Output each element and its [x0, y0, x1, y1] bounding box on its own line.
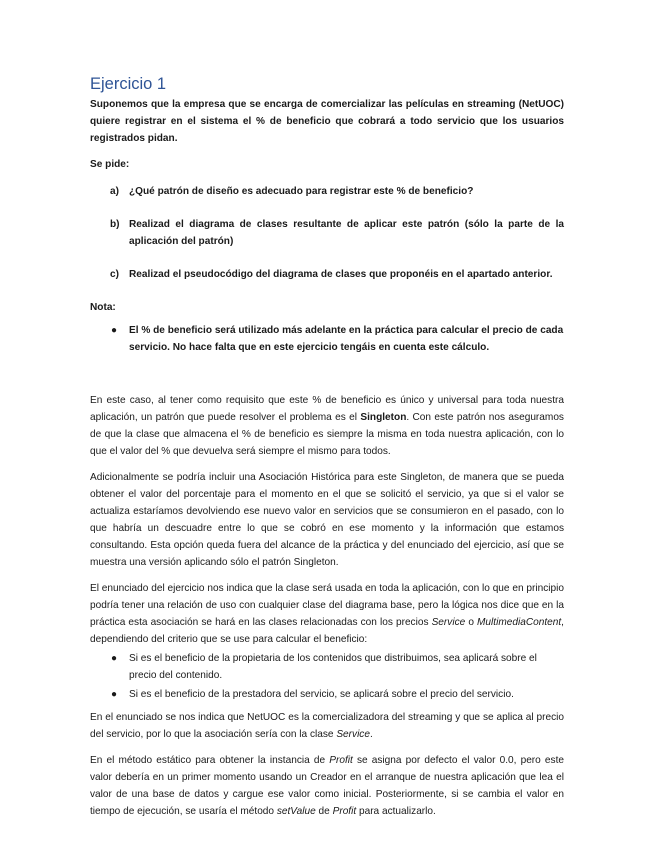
nota-label: Nota:	[90, 302, 116, 313]
p5-text-setvalue: setValue	[276, 806, 316, 817]
answer-paragraph-1	[90, 392, 564, 460]
se-pide-label: Se pide:	[90, 159, 130, 170]
p4-text-a: En el enunciado se nos indica que NetUOC es la comercializadora del streaming y que se aplica al precio del servicio, por lo que la asociación sería con la clase	[90, 712, 564, 740]
criteria-bullet-item	[111, 686, 564, 703]
criteria-bullet-text: Si es el beneficio de la prestadora del servicio, se aplicará sobre el precio del servicio.	[129, 689, 514, 700]
answer-paragraph-5	[90, 752, 564, 820]
p3-text-service: Service	[431, 617, 466, 628]
bullet-icon: ●	[111, 325, 118, 336]
questions-list	[90, 183, 564, 283]
exercise-title: Ejercicio 1	[90, 75, 167, 93]
nota-bullets	[90, 322, 564, 356]
p5-text-a: En el método estático para obtener la instancia de	[90, 755, 330, 766]
criteria-bullets	[90, 650, 564, 703]
question-item	[110, 266, 564, 283]
criteria-bullet-text: Si es el beneficio de la propietaria de los contenidos que distribuimos, sea aplicará sobre el precio del contenido.	[129, 653, 537, 681]
question-text: Realizad el pseudocódigo del diagrama de clases que proponéis en el apartado anterior.	[129, 269, 553, 280]
p5-text-profit-2: Profit	[332, 806, 357, 817]
exercise-intro: Suponemos que la empresa que se encarga de comercializar las películas en streaming (NetUOC) quiere registrar en el sistema el % de beneficio que cobrará a todo servicio que los usuarios registrados pidan.	[90, 99, 564, 144]
p4-text-service: Service	[336, 729, 370, 740]
p1-text-a: En este caso, al tener como requisito que este % de beneficio es único y universal para toda nuestra aplicación, un patrón que puede resolver el problema es el	[90, 395, 564, 423]
answer-paragraph-2: Adicionalmente se podría incluir una Asociación Histórica para este Singleton, de manera que se pueda obtener el valor del porcentaje para el momento en el que se solicitó el servicio, ya que si el valor se actualiza estaríamos devolviendo ese nuevo valor en servicios que se consumieron en el pasado, con lo que habría un descuadre entre lo que se cobró en ese momento y la información que estamos consultando. Esta opción queda fuera del alcance de la práctica y del enunciado del ejercicio, así que se muestra una versión aplicando sólo el patrón Singleton.	[90, 472, 564, 568]
p5-text-g: para actualizarlo.	[356, 806, 436, 817]
p5-text-c: se asigna por defecto el valor 0.0, pero este valor debería en un primer momento usando un Creador en el arranque de nuestra aplicación que lea el valor de una base de datos y cargue ese valor como inicial. Posteriormente, si se cambia el valor en tiempo de ejecución, se usaría el método	[90, 755, 564, 817]
question-letter: c)	[110, 269, 119, 280]
p1-text-c: . Con este patrón nos aseguramos de que la clase que almacena el % de beneficio es siempre la misma en toda nuestra aplicación, con lo que el valor del % que devuelva será siempre el mismo para todos.	[90, 412, 564, 457]
p5-text-profit: Profit	[329, 755, 353, 766]
p5-text-e: de	[315, 806, 333, 817]
p3-text-multimedia: MultimediaContent	[477, 617, 562, 628]
nota-bullet-text: El % de beneficio será utilizado más adelante en la práctica para calcular el precio de cada servicio. No hace falta que en este ejercicio tengáis en cuenta este cálculo.	[129, 325, 564, 353]
bullet-icon: ●	[111, 689, 118, 700]
p1-text-singleton: Singleton	[360, 412, 407, 423]
question-item	[110, 216, 564, 250]
nota-bullet-item	[111, 322, 564, 356]
document-page	[90, 74, 564, 829]
p3-text-e: , dependiendo del criterio que se use para calcular el beneficio:	[90, 617, 564, 645]
question-letter: b)	[110, 219, 120, 230]
criteria-bullet-item	[111, 650, 564, 684]
question-text: ¿Qué patrón de diseño es adecuado para registrar este % de beneficio?	[129, 186, 474, 197]
bullet-icon: ●	[111, 653, 118, 664]
question-letter: a)	[110, 186, 119, 197]
answer-paragraph-4	[90, 709, 564, 743]
p4-text-c: .	[369, 729, 373, 740]
question-item	[110, 183, 564, 200]
question-text: Realizad el diagrama de clases resultante de aplicar este patrón (sólo la parte de la aplicación del patrón)	[129, 219, 564, 247]
p3-text-c: o	[465, 617, 478, 628]
p3-text-a: El enunciado del ejercicio nos indica que la clase será usada en toda la aplicación, con lo que en principio podría tener una relación de uso con cualquier clase del diagrama base, pero la lógica nos dice que en la práctica esta asociación se hará en las clases relacionadas con los precios	[90, 583, 564, 628]
answer-paragraph-3	[90, 580, 564, 648]
